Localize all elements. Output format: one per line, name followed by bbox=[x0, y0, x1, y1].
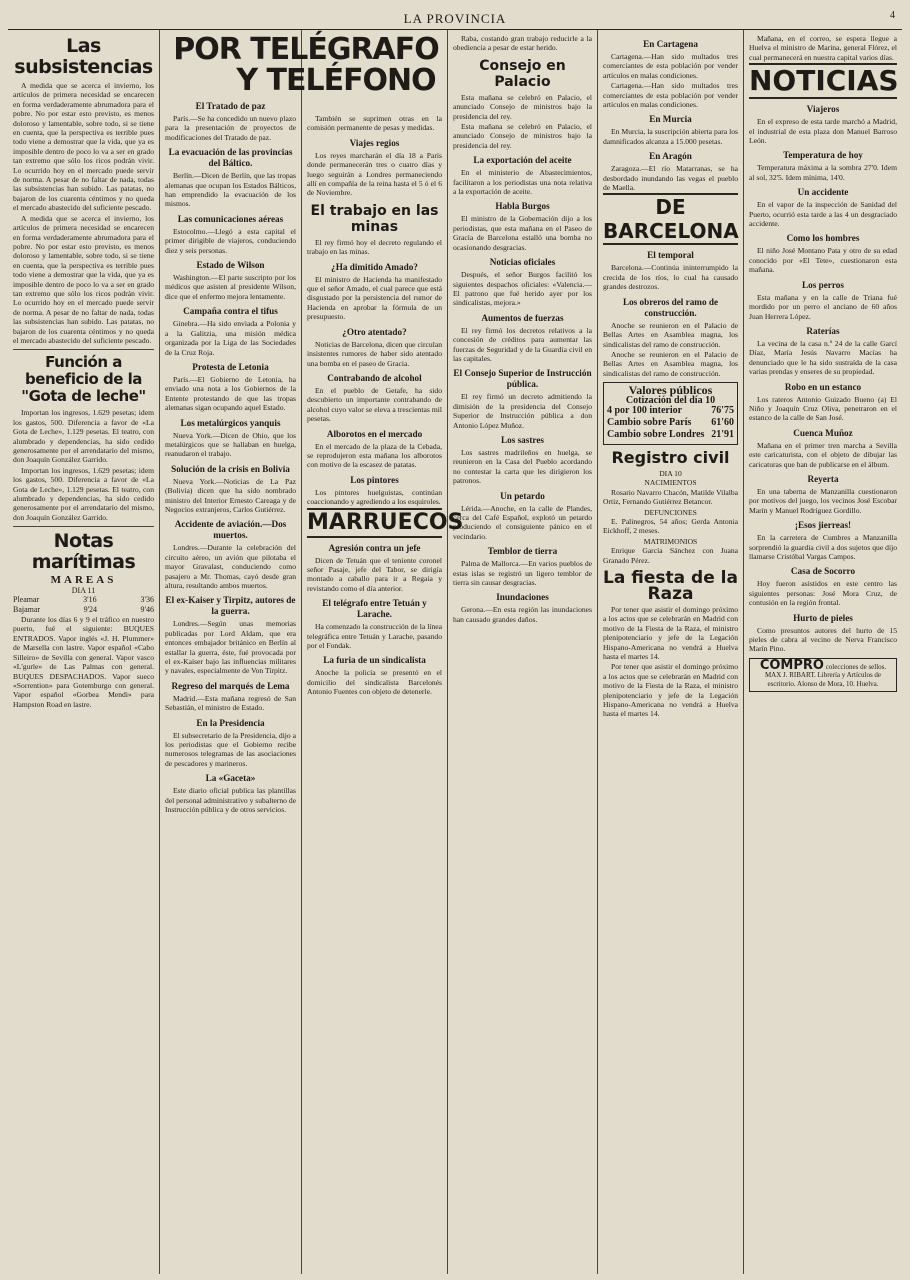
article-body: Esta mañana se celebró en Palacio, el anunciado Consejo de ministros bajo la presidencia del rey. bbox=[453, 92, 592, 121]
article-title-minas: El trabajo en las minas bbox=[310, 202, 439, 235]
subhead: El temporal bbox=[647, 250, 694, 261]
subhead: La furia de un sindicalista bbox=[323, 655, 426, 666]
article-title-funcion: Función a beneficio de la "Gota de leche" bbox=[21, 353, 146, 406]
article-title-subsistencias: Las subsistencias bbox=[14, 35, 153, 78]
masthead-title: LA PROVINCIA bbox=[403, 11, 507, 26]
section-title-telefono: Y TELÉFONO bbox=[236, 63, 436, 98]
article-body: Como presuntos autores del hurto de 15 pieles de cabra al vecino de Nerva Francisco Marín Pino. bbox=[749, 625, 897, 654]
article-body: Los pintores huelguistas, continúan coaccionando y agrediendo a los esquiroles. bbox=[307, 487, 442, 507]
subhead: Un petardo bbox=[500, 490, 545, 501]
valores-subtitle: Cotización del día 10 bbox=[625, 394, 716, 406]
subhead: Viajeros bbox=[806, 104, 840, 115]
registro-heading: NACIMIENTOS bbox=[644, 478, 697, 488]
tide-label: Bajamar bbox=[13, 605, 41, 615]
article-body: Nueva York.—Dicen de Ohio, que los metalúrgicos que se hallaban en huelga, reanudaron el trabajo. bbox=[165, 430, 296, 459]
subhead: Campaña contra el tifus bbox=[183, 306, 278, 317]
subhead: Inundaciones bbox=[496, 592, 549, 603]
article-body: Durante los días 6 y 9 el tráfico en nuestro puerto, fué el siguiente: BUQUES ENTRADOS. Vapor inglés «J. H. Plummer» de Marsella con lastre. Vapor español «Cabo Silleiro» de Sevilla con general. Vapor vasco «L'gurle» de Las Palmas con general. BUQUES DESPACHADOS. Vapor sueco «Sorrention» para Gotemburgo con general. Vapor español «Gorbea Mendi» para Hampston Road en lastre. bbox=[13, 615, 154, 709]
subhead: Robo en un estanco bbox=[784, 381, 862, 392]
article-body: Ha comenzado la construcción de la línea telegráfica entre Tetuán y Larache, pasando por el Fondak. bbox=[307, 622, 442, 650]
column-6 bbox=[744, 30, 902, 1274]
subhead: El ex-Kaiser y Tirpitz, autores de la guerra. bbox=[165, 595, 296, 617]
article-body: Temperatura máxima a la sombra 27'0. Idem al sol, 32'5. Idem mínima, 14'0. bbox=[749, 163, 897, 182]
tide-value: 9'46 bbox=[140, 605, 154, 615]
article-body: En el vapor de la inspección de Sanidad del Puerto, ocurrió esta tarde a las 4 un desgraciado accidente. bbox=[749, 200, 897, 229]
article-body: Los rateros Antonio Guizado Bueno (a) El Niño y Joaquín Cruz Oliva, penetraron en el estanco de la calle de San José. bbox=[749, 394, 897, 423]
subhead: Protesta de Letonia bbox=[192, 361, 269, 372]
article-body: Estocolmo.—Llegó a esta capital el primer dirigible de viajeros, conduciendo diez y seis personas. bbox=[165, 226, 296, 255]
ad-brand: COMPRO bbox=[759, 657, 824, 673]
advertisement bbox=[749, 658, 897, 693]
article-body: El ministro de Hacienda ha manifestado que el señor Amado, el cual parece que está disgustado por la persistencia del rumor de Hacienda en aprobar la fórmula de un presupuesto. bbox=[307, 274, 442, 322]
registro-heading: DEFUNCIONES bbox=[644, 507, 697, 517]
subhead: Temblor de tierra bbox=[487, 546, 558, 557]
subhead: Los metalúrgicos yanquis bbox=[180, 417, 281, 428]
valores-label: Cambio sobre París bbox=[607, 416, 692, 428]
article-body: Washington.—El parte suscripto por los médicos que asisten al presidente Wilson, dice que el enfermo mejora lentamente. bbox=[165, 273, 296, 301]
subhead: Las comunicaciones aéreas bbox=[177, 213, 284, 224]
column-4 bbox=[448, 30, 598, 1274]
article-body: París.—Se ha concedido un nuevo plazo para la presentación de proyectos de modificaciones del Tratado de paz. bbox=[165, 114, 296, 142]
valores-row bbox=[607, 429, 734, 441]
column-3 bbox=[302, 30, 464, 1274]
article-body: Madrid.—Esta mañana regresó de San Sebastián, el ministro de Estado. bbox=[165, 693, 296, 713]
article-body: El rey firmó los decretos relativos a la concesión de créditos para aumentar las fuerzas de Seguridad y de la Guardia civil en las capitales. bbox=[453, 325, 592, 363]
valores-label: Cambio sobre Londres bbox=[607, 428, 705, 440]
article-body: Por tener que asistir el domingo próximo a los actos que se celebrarán en Madrid con motivo de la Fiesta de la Raza, el ministro plenipotenciario y jefe de la Legación Hispano-Americana no vendrá a Huelva hasta el martes 14. bbox=[603, 605, 738, 662]
tide-value: 3'16 bbox=[83, 595, 97, 605]
subhead: Casa de Socorro bbox=[790, 566, 856, 577]
tides-title: MAREAS bbox=[50, 574, 117, 587]
article-body: En el mercado de la plaza de la Cebada, se reprodujeron esta mañana los alborotos con motivo de la escasez de patatas. bbox=[307, 441, 442, 470]
article-body: Londres.—Según unas memorias publicadas por Lord Aldam, que era entonces embajador británico en Berlín al estallar la guerra, éste, fué provocada por el ex-Kaiser bajo las influencias militares y navales, especialmente de Von Tirpitz. bbox=[165, 619, 296, 676]
page-number: 4 bbox=[890, 10, 896, 21]
article-body: Noticias de Barcelona, dicen que circulan insistentes rumores de haber sido atentado una bomba en el paseo de Gracia. bbox=[307, 339, 442, 368]
article-body: Esta mañana y en la calle de Triana fué mordido por un perro el anciano de 60 años Juan Herrera López. bbox=[749, 292, 897, 321]
article-body: Enrique García Sánchez con Juana Granado Pérez. bbox=[603, 546, 738, 565]
subhead: Cuenca Muñoz bbox=[793, 427, 853, 438]
article-body: Mañana en el primer tren marcha a Sevilla este caricaturista, con el objeto de dibujar las caricaturas que han de publicarse en el álbum. bbox=[749, 440, 897, 469]
tide-row bbox=[13, 595, 154, 605]
section-title-fiesta: La fiesta de la Raza bbox=[603, 568, 738, 604]
article-body: El rey firmó hoy el decreto regulando el trabajo en las minas. bbox=[307, 237, 442, 257]
article-body: En el pueblo de Getafe, ha sido descubierto un importante contrabando de alcohol cuyo valor se eleva a trescientas mil pesetas. bbox=[307, 385, 442, 424]
subhead: Alborotos en el mercado bbox=[326, 428, 423, 439]
article-body: Ginebra.—Ha sido enviada a Polonia y a la Galitzia, una misión médica organizada por la Liga de las Sociedades de la Cruz Roja. bbox=[165, 319, 296, 357]
subhead: En la Presidencia bbox=[196, 717, 265, 728]
subhead: En Aragón bbox=[649, 151, 692, 162]
tide-row bbox=[13, 605, 154, 615]
subhead: Noticias oficiales bbox=[489, 257, 556, 268]
valores-value: 21'91 bbox=[711, 428, 734, 440]
article-body: Anoche se reunieron en el Palacio de Bellas Artes en Asamblea magna, los sindicalistas del ramo de construcción. bbox=[603, 320, 738, 349]
subhead: Los sastres bbox=[501, 434, 544, 445]
subhead: Los perros bbox=[802, 279, 844, 290]
column-1 bbox=[8, 30, 160, 1274]
tide-value: 3'36 bbox=[140, 595, 154, 605]
tide-value: 9'24 bbox=[83, 605, 98, 615]
header-spacer bbox=[307, 34, 442, 114]
subhead: Viajes regios bbox=[349, 137, 400, 148]
subhead: ¿Otro atentado? bbox=[342, 326, 407, 337]
article-body: Los reyes marcharán el día 18 a París donde permanecerán tres o cuatro días y luego seguirán a Londres permaneciendo allí en compañía de la reina hasta el 5 ó el 6 de Noviembre. bbox=[307, 150, 442, 198]
article-body: Mañana, en el correo, se espera llegue a Huelva el ministro de Marina, general Flórez, el cual permanecerá en nuestra capital varios días. bbox=[749, 34, 897, 62]
subhead: Agresión contra un jefe bbox=[328, 542, 421, 553]
article-body: A medida que se acerca el invierno, los artículos de primera necesidad se encarecen en forma verdaderamente abrumadora para el pobre. No por estar esto previsto, es menos doloroso y lamentable, sobre todo, si se tiene en cuenta, que la perspectiva es terrible pues todo viene a demostrar que la vida, que ya es imposible dentro de poco lo va a ser en grado tan extremo que sólo los ricos podrán vivir. Lo ocurrido hoy en el mercado puede servir de norma. A pesar de no faltar de nada, todas las subsistencias han subido. Las patatas, no bajaron de los cuarenta céntimos y no queda el mercado abastecido del suficiente pescado. bbox=[13, 81, 154, 213]
subhead: La «Gaceta» bbox=[205, 773, 256, 784]
article-body: Hoy fueron asistidos en este centro las siguientes personas: José Mora Cruz, de contusión en la región frontal. bbox=[749, 579, 897, 608]
subhead: Los pintores bbox=[350, 474, 399, 485]
subhead: El telégrafo entre Tetuán y Larache. bbox=[322, 598, 427, 620]
subhead: En Murcia bbox=[649, 114, 692, 125]
article-body: En Murcia, la suscripción abierta para los damnificados alcanza a 15.000 pesetas. bbox=[603, 127, 738, 146]
valores-title: Valores públicos bbox=[628, 383, 713, 398]
article-body: Importan los ingresos, 1.629 pesetas; idem los gastos, 500. Diferencia a favor de «La Gota de Leche», 1.129 pesetas. El teatro, con alumbrado y dependencias, ha sido cedido generosamente por el arrendatario del mismo, don Joaquín González Garrido. bbox=[13, 408, 154, 465]
subhead: Aumentos de fuerzas bbox=[481, 312, 564, 323]
article-body: En el expreso de esta tarde marchó a Madrid, el industrial de esta plaza don Manuel Barroso León. bbox=[749, 117, 897, 146]
subhead: Los obreros del ramo de construcción. bbox=[622, 296, 719, 318]
article-body: También se suprimen otras en la comisión permanente de pesas y medidas. bbox=[307, 114, 442, 133]
article-body: Londres.—Durante la celebración del circuito aéreo, un avión que pilotaba el mayor Gravalast, conduciendo como pasajero a Mr. Thomas, cayó desde gran altura, resultando ambos muertos. bbox=[165, 543, 296, 590]
article-body: En el ministerio de Abastecimientos, facilitaron a los periodistas una nota relativa a la exportación de aceite. bbox=[453, 168, 592, 197]
valores-label: 4 por 100 interior bbox=[607, 404, 683, 416]
subhead: Temperatura de hoy bbox=[783, 150, 863, 161]
ad-text: colecciones de sellos. MAX J. RIBART. Librería y Artículos de escritorio. Alonso de Mora, 10. Huelva. bbox=[764, 662, 887, 688]
registro-day: DIA 10 bbox=[659, 468, 682, 478]
divider bbox=[13, 526, 154, 527]
section-title-noticias: NOTICIAS bbox=[749, 64, 899, 98]
article-body: Este diario oficial publica las plantillas del personal administrativo y subalterno de Instrucción pública y de otros servicios. bbox=[165, 786, 296, 815]
article-body: Lérida.—Anoche, en la calle de Plandes, cerca del Café Español, explotó un petardo produciendo el consiguiente pánico en el vecindario. bbox=[453, 503, 592, 541]
subhead: El Tratado de paz bbox=[195, 101, 266, 111]
columns bbox=[8, 30, 902, 1274]
article-body: Raba, costando gran trabajo reducirle a la obediencia a pesar de estar herido. bbox=[453, 34, 592, 53]
subhead: ¡Esos jierreas! bbox=[794, 520, 852, 531]
valores-row bbox=[607, 405, 734, 417]
subhead: Un accidente bbox=[797, 187, 849, 198]
article-body: E. Palinegros, 54 años; Gerda Antonia Eickhoff, 2 meses. bbox=[603, 516, 738, 536]
column-5 bbox=[598, 30, 744, 1274]
article-body: Importan los ingresos, 1.629 pesetas; idem los gastos, 500. Diferencia a favor de «La Gota de Leche», 1.129 pesetas. El teatro, con alumbrado y dependencias, ha sido cedido generosamente por el arrendatario del mismo, don Joaquín González Garrido. bbox=[13, 465, 154, 522]
article-body: El subsecretario de la Presidencia, dijo a los periodistas que el Gobierno recibe numerosos telegramas de las asociaciones de pescadores y marineros. bbox=[165, 730, 296, 768]
article-body: A medida que se acerca el invierno, los artículos de primera necesidad se encarecen en forma verdaderamente abrumadora para el pobre. No por estar esto previsto, es menos doloroso y lamentable, sobre todo, si se tiene en cuenta, que la perspectiva es terrible pues todo viene a demostrar que la vida, que ya es imposible dentro de poco lo va a ser en grado tan extremo que sólo los ricos podrán vivir. Lo ocurrido hoy en el mercado puede servir de norma. A pesar de no faltar de nada, todas las subsistencias han subido. Las patatas, no bajaron de los cuarenta céntimos y no queda el mercado abastecido del suficiente pescado. bbox=[13, 213, 154, 345]
article-body: Cartagena.—Han sido multados tres comerciantes de esta población por vender artículos en malas condiciones. bbox=[603, 81, 738, 110]
article-body: Palma de Mallorca.—En varios pueblos de estas islas se registró un ligero temblor de tierra sin causar desgracias. bbox=[453, 559, 592, 588]
subhead: Estado de Wilson bbox=[196, 260, 265, 271]
subhead: Solución de la crisis en Bolivia bbox=[171, 463, 290, 474]
article-body: La vecina de la casa n.º 24 de la calle Garcí Díaz, María Jesús Navarro Macías ha denunciado que le ha sido sustraída de la casa varias prendas y enseres de su propiedad. bbox=[749, 338, 897, 377]
article-body: Anoche se reunieron en el Palacio de Bellas Artes en Asamblea magna, los sindicalistas del ramo de construcción. bbox=[603, 349, 738, 378]
section-title-telegrafo: POR TELÉGRAFO bbox=[173, 32, 439, 67]
article-body: Barcelona.—Continúa ininterrumpido la crecida de los ríos, lo cual ha causado grandes destrozos. bbox=[603, 263, 738, 292]
valores-row bbox=[607, 417, 734, 429]
article-body: En la carretera de Cumbres a Manzanilla sorprendió la guardia civil a dos sujetos que dijo llamarse Cristóbal Vargas Campos. bbox=[749, 533, 897, 561]
tides-table bbox=[13, 595, 154, 615]
article-body: Después, el señor Burgos facilitó los siguientes despachos oficiales: «Valencia.—El patrono que fué herido ayer por los sindicalistas, mejora.» bbox=[453, 270, 592, 308]
section-title-notas: Notas marítimas bbox=[31, 530, 136, 574]
subhead: Como los hombres bbox=[786, 233, 860, 244]
subhead: Contrabando de alcohol bbox=[327, 372, 422, 383]
section-title-marruecos: MARRUECOS bbox=[307, 508, 442, 538]
article-body: Anoche la policía se presentó en el domicilio del sindicalista Barcelonés Antonio Fuentes con objeto de detenerle. bbox=[307, 668, 442, 697]
tide-label: Pleamar bbox=[13, 595, 40, 605]
valores-value: 61'60 bbox=[711, 416, 734, 428]
tides-day: DIA 11 bbox=[71, 585, 96, 595]
section-title-registro: Registro civil bbox=[611, 447, 730, 467]
divider bbox=[13, 349, 154, 350]
subhead: Habla Burgos bbox=[495, 201, 550, 212]
article-body: Por tener que asistir el domingo próximo a los actos que se celebrarán en Madrid con motivo de la Fiesta de la Raza, el ministro plenipotenciario y jefe de la Legación Hispano-Americana no vendrá a Huelva hasta el martes 14. bbox=[603, 662, 738, 719]
valores-value: 76'75 bbox=[711, 404, 734, 416]
article-body: Esta mañana se celebró en Palacio, el anunciado Consejo de ministros bajo la presidencia del rey. bbox=[453, 122, 592, 150]
subhead: Raterías bbox=[806, 325, 840, 336]
article-body: Zaragoza.—El río Matarranas, se ha desbordado inundando las vegas el pueblo de Maella. bbox=[603, 164, 738, 193]
article-body: Gerona.—En esta región las inundaciones han causado grandes daños. bbox=[453, 605, 592, 624]
subhead: En Cartagena bbox=[643, 39, 698, 49]
subhead: Hurto de pieles bbox=[793, 612, 853, 623]
article-body: Berlín.—Dicen de Berlín, que las tropas alemanas que ocupan los Estados Bálticos, han emprendido la evacuación de los mismos. bbox=[165, 171, 296, 209]
article-title-consejo: Consejo en Palacio bbox=[479, 57, 566, 90]
registro-heading: MATRIMONIOS bbox=[643, 536, 698, 546]
subhead: El Consejo Superior de Instrucción pública. bbox=[453, 368, 592, 390]
article-body: Los sastres madrileños en huelga, se reunieron en la Casa del Pueblo acordando no contestar la carta que les dirigieron los patronos. bbox=[453, 447, 592, 486]
section-title-barcelona: DE BARCELONA bbox=[603, 195, 739, 244]
article-body: El rey firmó un decreto admitiendo la dimisión de la presidencia del Consejo Superior de Instrucción pública a don Antonio López Muñoz. bbox=[453, 392, 592, 430]
masthead bbox=[8, 4, 902, 30]
subhead: Reyerta bbox=[807, 473, 839, 484]
article-body: En una taberna de Manzanilla cuestionaron por motivos del juego, los vecinos José Escobar Marín y Manuel Rodríguez Gordillo. bbox=[749, 486, 897, 515]
subhead: La evacuación de las provincias del Báltico. bbox=[168, 147, 293, 169]
article-body: Nueva York.—Noticias de La Paz (Bolivia) dicen que ha sido nombrado ministro del Interior Ernesto Careaga y de Negocios extranjeros, Carlos Gutiérrez. bbox=[165, 476, 296, 514]
article-body: Cartagena.—Han sido multados tres comerciantes de esta población por vender artículos en malas condiciones. bbox=[603, 52, 738, 80]
subhead: Accidente de aviación.—Dos muertos. bbox=[174, 519, 287, 541]
subhead: ¿Ha dimitido Amado? bbox=[331, 261, 418, 272]
valores-box bbox=[603, 382, 738, 445]
article-body: El niño José Montano Pata y otro de su edad conocido por «El Tete», cuestionaron esta mañana. bbox=[749, 246, 897, 275]
article-body: París.—El Gobierno de Letonia, ha enviado una nota a los Gobiernos de la Entente protestando de que las tropas alemanas sigan ocupando aquel Estado. bbox=[165, 374, 296, 413]
subhead: La exportación del aceite bbox=[473, 155, 572, 166]
subhead: Regreso del marqués de Lema bbox=[171, 680, 290, 691]
article-body: El ministro de la Gobernación dijo a los periodistas, que esta mañana en el Paseo de Gracia de Barcelona estalló una bomba no ocasionando desgracias. bbox=[453, 214, 592, 252]
article-body: Dicen de Tetuán que el teniente coronel señor Pasaje, jefe del Tabor, se dirigía montado a caballo para ir a Regaia y revistando como el día anterior. bbox=[307, 555, 442, 593]
article-body: Rosario Navarro Chacón, Matilde Vilalba Ortiz, Fernando Gutiérrez Betancor. bbox=[603, 487, 738, 507]
